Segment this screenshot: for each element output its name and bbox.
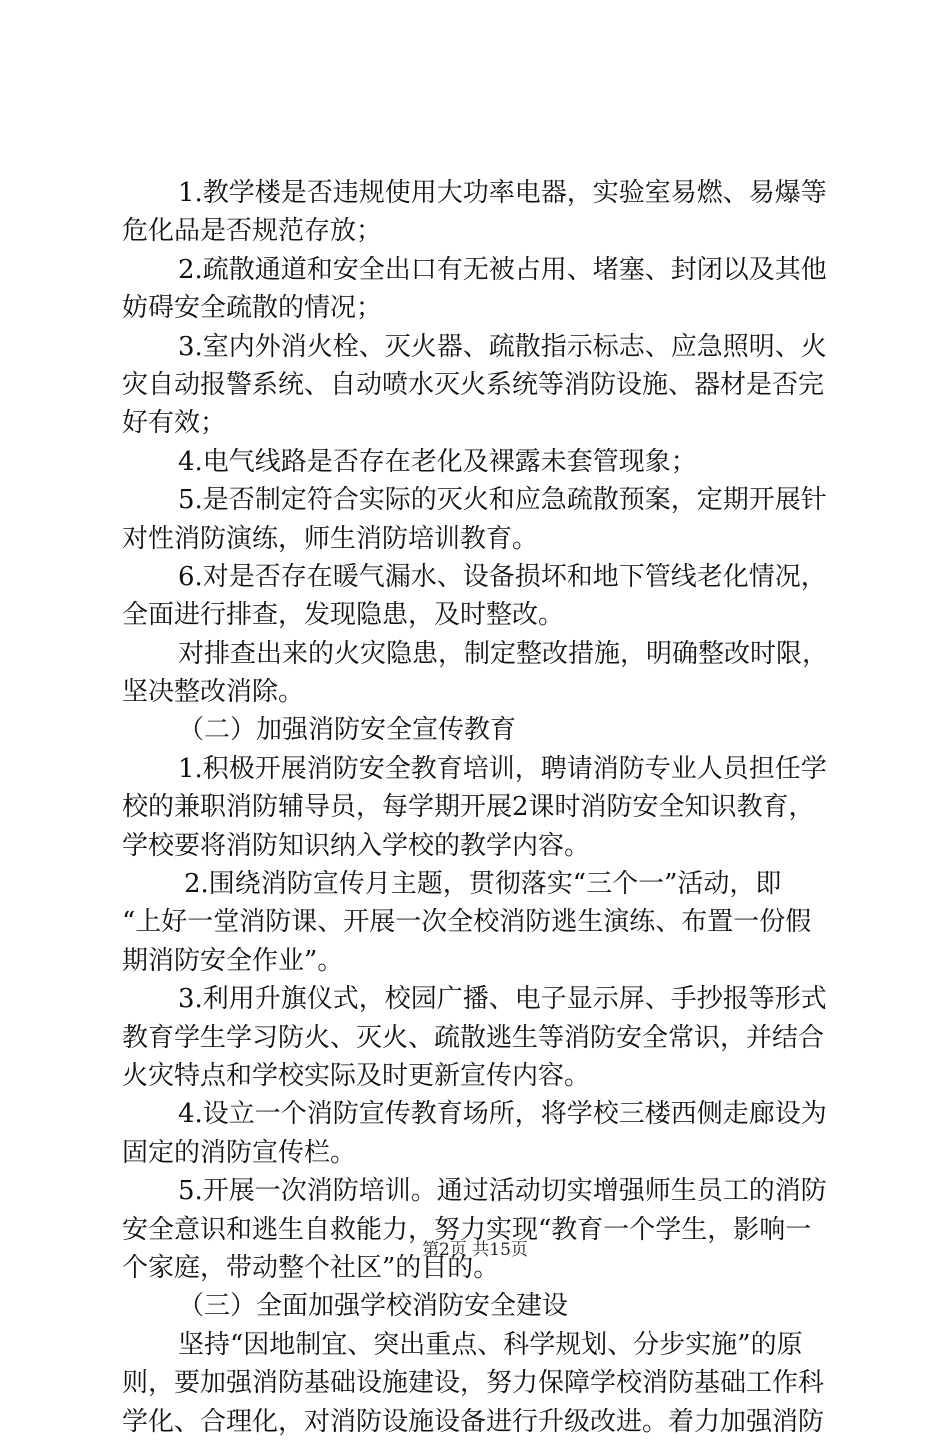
text-line: 5.是否制定符合实际的灭火和应急疏散预案，定期开展针 xyxy=(178,485,827,516)
text-line: 3.利用升旗仪式，校园广播、电子显示屏、手抄报等形式 xyxy=(178,984,827,1015)
text-line: 2.围绕消防宣传月主题，贯彻落实“三个一”活动，即 xyxy=(184,869,782,900)
text-line: 全面进行排查，发现隐患，及时整改。 xyxy=(122,600,565,631)
text-line: 校的兼职消防辅导员，每学期开展2课时消防安全知识教育， xyxy=(122,792,815,823)
text-line: 3.室内外消火栓、灭火器、疏散指示标志、应急照明、火 xyxy=(178,331,827,362)
text-line: 1.教学楼是否违规使用大功率电器，实验室易燃、易爆等 xyxy=(178,178,827,208)
text-line: 对性消防演练，师生消防培训教育。 xyxy=(122,523,539,554)
text-line: “上好一堂消防课、开展一次全校消防逃生演练、布置一份假 xyxy=(122,907,812,938)
text-line: 好有效； xyxy=(122,408,227,439)
text-line: 学校要将消防知识纳入学校的教学内容。 xyxy=(122,830,591,861)
text-line: 坚决整改消除。 xyxy=(122,677,305,708)
text-line: 个家庭，带动整个社区”的目的。 xyxy=(122,1252,500,1283)
page-number-label: 第2页 共15页 xyxy=(422,1240,528,1260)
text-line: 火灾特点和学校实际及时更新宣传内容。 xyxy=(122,1060,591,1091)
page-footer xyxy=(0,1238,950,1262)
text-line: 灾自动报警系统、自动喷水灭火系统等消防设施、器材是否完 xyxy=(122,369,825,400)
text-line: 安全意识和逃生自救能力，努力实现“教育一个学生，影响一 xyxy=(122,1214,812,1245)
text-line: 1.积极开展消防安全教育培训，聘请消防专业人员担任学 xyxy=(178,753,827,784)
text-line: 4.电气线路是否存在老化及裸露未套管现象； xyxy=(178,446,697,477)
section-heading: （二）加强消防安全宣传教育 xyxy=(178,715,517,746)
text-line: 对排查出来的火灾隐患，制定整改措施，明确整改时限， xyxy=(178,638,829,669)
text-line: 4.设立一个消防宣传教育场所，将学校三楼西侧走廊设为 xyxy=(178,1099,827,1130)
text-line: 学化、合理化，对消防设施设备进行升级改进。着力加强消防 xyxy=(122,1406,825,1437)
section-heading: （三）全面加强学校消防安全建设 xyxy=(178,1291,569,1322)
text-line: 固定的消防宣传栏。 xyxy=(122,1137,357,1168)
text-line: 危化品是否规范存放； xyxy=(122,216,383,247)
text-line: 则，要加强消防基础设施建设，努力保障学校消防基础工作科 xyxy=(122,1368,825,1399)
text-line: 2.疏散通道和安全出口有无被占用、堵塞、封闭以及其他 xyxy=(178,254,827,285)
text-line: 妨碍安全疏散的情况； xyxy=(122,293,383,324)
text-line: 坚持“因地制宜、突出重点、科学规划、分步实施”的原 xyxy=(178,1329,803,1360)
text-line: 6.对是否存在暖气漏水、设备损坏和地下管线老化情况， xyxy=(178,561,827,592)
text-line: 教育学生学习防火、灭火、疏散逃生等消防安全常识，并结合 xyxy=(122,1022,825,1053)
text-line: 5.开展一次消防培训。通过活动切实增强师生员工的消防 xyxy=(178,1176,827,1207)
text-line: 期消防安全作业”。 xyxy=(122,945,344,976)
